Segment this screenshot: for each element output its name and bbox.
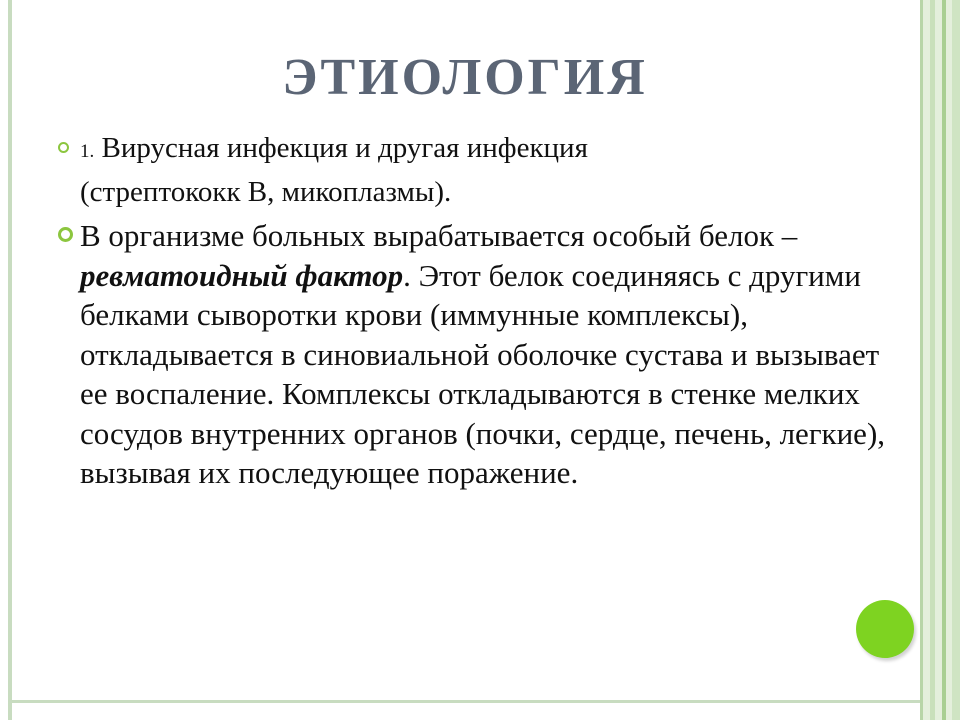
circle-bullet-icon: [58, 142, 69, 153]
item-text-line1: Вирусная инфекция и другая инфекция: [94, 132, 588, 164]
item-text-after: . Этот белок соединяясь с другими белками сыворотки крови (иммунные комплексы), откладывается в синовиальной оболочке сустава и вызывает ее воспаление. Комплексы откладываются в стенке мелких сосудов внутренних органов (почки, сердце, печень, легкие), вызывая их последующее поражение.: [80, 257, 886, 490]
item-text-before: В организме больных вырабатывается особый белок –: [80, 218, 798, 253]
bullet-item-1: [58, 128, 908, 212]
frame-right-stripes: [920, 0, 960, 720]
frame-stripe: [942, 0, 946, 720]
frame-stripe: [952, 0, 960, 720]
frame-bottom-line: [8, 700, 920, 703]
frame-stripe: [930, 0, 935, 720]
item-number: 1.: [80, 141, 95, 162]
frame-stripe: [920, 0, 923, 720]
frame-left-line: [8, 0, 12, 720]
item-emphasis: ревматоидный фактор: [80, 257, 404, 293]
slide-content: [58, 128, 908, 497]
slide-title: ЭТИОЛОГИЯ: [282, 49, 648, 106]
circle-bullet-icon: [58, 227, 73, 242]
bullet-item-2: [58, 216, 908, 493]
item-text-line2: (стрептококк В, микоплазмы).: [80, 176, 452, 208]
green-circle-decoration: [856, 600, 914, 658]
